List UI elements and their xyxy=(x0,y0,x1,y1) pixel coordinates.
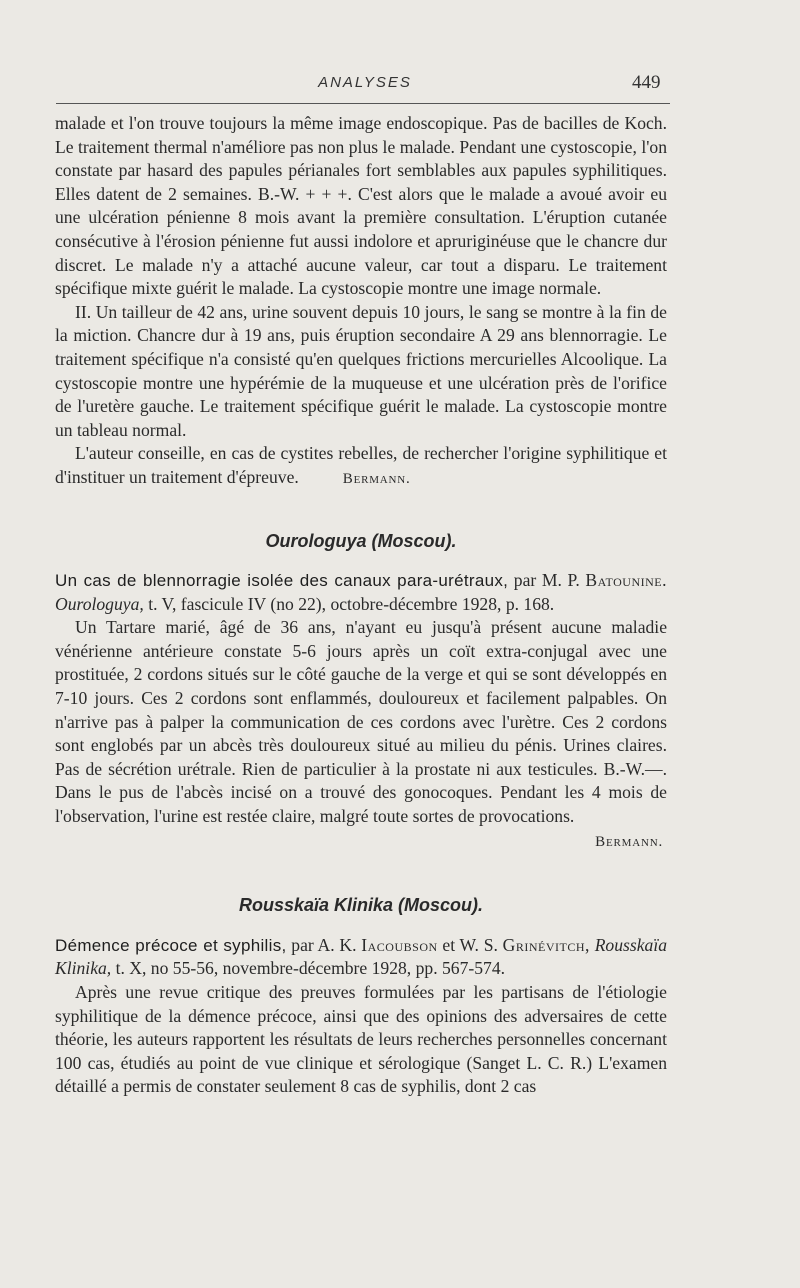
journal-heading-ourologuya xyxy=(55,530,667,554)
article-citation-1 xyxy=(55,569,667,616)
section2-signature: Bermann. xyxy=(595,833,663,850)
section2-signature-line xyxy=(55,829,667,855)
journal-name: Rousskaïa Klinika xyxy=(238,895,394,916)
spacer xyxy=(55,492,667,530)
header-rule xyxy=(56,103,670,104)
article-title: Un cas de blennorragie isolée des canaux para-urétraux, xyxy=(55,571,509,591)
running-title: ANALYSES xyxy=(318,74,412,91)
section1-paragraph-3 xyxy=(55,442,667,491)
spacer xyxy=(55,553,667,569)
journal-place: (Moscou). xyxy=(371,530,457,551)
section1-paragraph-3-text: L'auteur conseille, en cas de cystites rebelles, de rechercher l'origine syphilitique et d'instituer un traitement d'épreuve. xyxy=(55,443,667,487)
section2-body: Un Tartare marié, âgé de 36 ans, n'ayant eu jusqu'à présent aucune maladie vénérienne antérieure constate 5-6 jours après un coït extra-conjugal avec une prostituée, 2 cordons situés sur le côté gauche de la verge et qui se sont développés en 7-10 jours. Ces 2 cordons sont enflammés, douloureux et facilement palpables. On n'arrive pas à palper la communication de ces cordons avec l'urètre. Ces 2 cordons sont englobés par un abcès très douloureux situé au milieu du pénis. Urines claires. Pas de sécrétion urétrale. Rien de particulier à la prostate ni aux testicules. B.-W.—. Dans le pus de l'abcès incisé on a trouvé des gonocoques. Pendant les 4 mois de l'observation, l'urine est restée claire, malgré toute sortes de provocations. xyxy=(55,617,667,827)
citation-author: Batounine. xyxy=(585,570,667,591)
section1-paragraph-2: II. Un tailleur de 42 ans, urine souvent depuis 10 jours, le sang se montre à la fin de la miction. Chancre dur à 19 ans, puis éruption secondaire A 29 ans blennorragie. Le traitement spécifique n'a consisté qu'en quelques frictions mercurielles Alcoolique. La cystoscopie montre une hypérémie de la muqueuse et une ulcération près de l'orifice de l'uretère gauche. Le traitement spécifique guérit le malade. La cystoscopie montre un tableau normal. xyxy=(55,301,667,440)
citation-by: par A. K. xyxy=(291,934,357,955)
citation-journal: Ourologuya, xyxy=(55,593,144,614)
citation-author-1: Iacoubson xyxy=(361,934,438,955)
spacer xyxy=(55,918,667,934)
section3-body: Après une revue critique des preuves formulées par les partisans de l'étiologie syphilitique de la démence précoce, ainsi que des opinions des adversaires de cette théorie, les auteurs rapportent les résultats de leurs recherches personnelles concernant 100 cas, étudiés au point de vue clinique et sérologique (Sanget L. C. R.) L'examen détaillé a permis de constater seulement 8 cas de syphilis, dont 2 cas xyxy=(55,982,667,1097)
article-citation-2 xyxy=(55,934,667,981)
section1-signature: Bermann. xyxy=(342,470,411,487)
page-body xyxy=(55,112,667,1099)
section1-paragraph-1: malade et l'on trouve toujours la même image endoscopique. Pas de bacilles de Koch. Le traitement thermal n'améliore pas non plus le malade. Pendant une cystoscopie, l'on constate par hasard des papules périanales fort semblables aux papules syphilitiques. Elles datent de 2 semaines. B.-W. + + +. C'est alors que le malade a avoué avoir eu une ulcération pénienne 8 mois avant la première consultation. L'éruption cutanée consécutive à l'érosion pénienne fut aussi indolore et apruriginéuse que le chancre dur discret. Le malade n'y a attaché aucune valeur, car tout a disparu. Le traitement spécifique mixte guérit le malade. La cystoscopie montre une image normale. xyxy=(55,113,667,299)
citation-details: t. V, fascicule IV (no 22), octobre-décembre 1928, p. 168. xyxy=(148,593,555,614)
article-title: Démence précoce et syphilis, xyxy=(55,935,287,955)
citation-journal: Rousskaïa Klinika, xyxy=(55,934,668,979)
page-number: 449 xyxy=(632,72,661,93)
spacer xyxy=(55,854,667,894)
running-head xyxy=(0,72,800,102)
journal-name: Ourologuya xyxy=(265,530,367,551)
citation-details: t. X, no 55-56, novembre-décembre 1928, pp. 567-574. xyxy=(115,958,506,979)
citation-author-2: Grinévitch, xyxy=(502,934,590,955)
journal-heading-rousskaia xyxy=(55,894,667,918)
citation-by: par M. P. xyxy=(513,570,580,591)
citation-and: et W. S. xyxy=(442,934,498,955)
journal-place: (Moscou). xyxy=(398,895,484,916)
